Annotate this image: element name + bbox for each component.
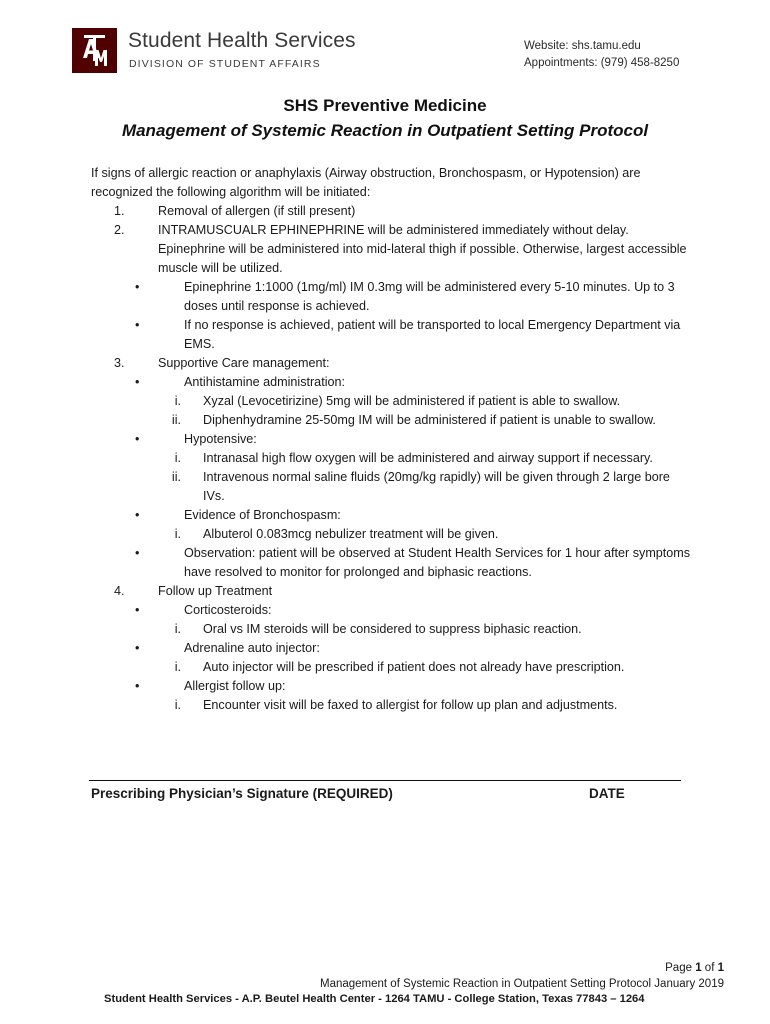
list-item [91, 601, 691, 620]
list-marker: • [135, 603, 140, 617]
list-item [91, 449, 691, 468]
list-item [91, 639, 691, 658]
list-item [91, 582, 691, 601]
document-subtitle: Management of Systemic Reaction in Outpatient Setting Protocol [121, 121, 649, 140]
list-item [91, 525, 691, 544]
list-item-text: Albuterol 0.083mcg nebulizer treatment will be given. [203, 527, 499, 541]
list-marker: i. [174, 622, 181, 636]
list-marker: i. [174, 698, 181, 712]
list-marker: • [135, 280, 140, 294]
list-item-text: Evidence of Bronchospasm: [184, 508, 341, 522]
list-marker: • [135, 508, 140, 522]
list-marker: • [135, 432, 140, 446]
org-title: Student Health Services [128, 29, 356, 52]
list-item [91, 506, 691, 525]
list-marker: 2. [114, 223, 125, 237]
list-item [91, 658, 691, 677]
intro-paragraph: If signs of allergic reaction or anaphylaxis (Airway obstruction, Bronchospasm, or Hypotension) are recognized the following algorithm will be initiated: [91, 166, 641, 199]
list-marker: 1. [114, 204, 125, 218]
list-item [91, 620, 691, 639]
list-item [91, 221, 691, 278]
list-item [91, 677, 691, 696]
list-item [91, 392, 691, 411]
list-marker: i. [174, 394, 181, 408]
appointments-text: Appointments: (979) 458-8250 [524, 57, 680, 69]
list-item-text: Intravenous normal saline fluids (20mg/kg rapidly) will be given through 2 large bore IVs. [203, 470, 670, 503]
document-title: SHS Preventive Medicine [283, 96, 487, 115]
list-item [91, 411, 691, 430]
list-marker: • [135, 546, 140, 560]
contact-info [524, 38, 679, 72]
footer-address: Student Health Services - A.P. Beutel Health Center - 1264 TAMU - College Station, Texas 77843 – 1264 [104, 993, 645, 1005]
list-item-text: Observation: patient will be observed at Student Health Services for 1 hour after symptoms have resolved to monitor for prolonged and biphasic reactions. [184, 546, 691, 579]
signature-line [89, 780, 681, 781]
date-label: DATE [589, 786, 625, 801]
list-marker: ii. [171, 470, 181, 484]
list-item [91, 468, 691, 506]
list-marker: • [135, 679, 140, 693]
list-marker: • [135, 641, 140, 655]
list-item-text: Antihistamine administration: [184, 375, 345, 389]
page-prefix: Page [665, 962, 692, 974]
list-item [91, 430, 691, 449]
list-item-text: Supportive Care management: [158, 356, 330, 370]
list-item-text: Follow up Treatment [158, 584, 273, 598]
list-item-text: Diphenhydramine 25-50mg IM will be administered if patient is unable to swallow. [203, 413, 656, 427]
list-marker: • [135, 375, 140, 389]
page-total: 1 [717, 962, 724, 974]
list-marker: i. [174, 660, 181, 674]
list-item-text: Xyzal (Levocetirizine) 5mg will be administered if patient is able to swallow. [203, 394, 621, 408]
list-item-text: Removal of allergen (if still present) [158, 204, 356, 218]
page-of: of [704, 962, 715, 974]
footer-document-line: Management of Systemic Reaction in Outpatient Setting Protocol January 2019 [319, 978, 724, 990]
list-item-text: Encounter visit will be faxed to allergist for follow up plan and adjustments. [203, 698, 618, 712]
tamu-logo-mark [72, 28, 117, 73]
list-item [91, 202, 691, 221]
list-item-text: Auto injector will be prescribed if patient does not already have prescription. [203, 660, 625, 674]
list-item [91, 373, 691, 392]
list-item [91, 316, 691, 354]
page-number [665, 962, 724, 974]
website-text[interactable]: Website: shs.tamu.edu [524, 40, 641, 52]
list-marker: i. [174, 527, 181, 541]
list-item-text: Allergist follow up: [184, 679, 286, 693]
protocol-list [91, 202, 691, 715]
list-item-text: Epinephrine 1:1000 (1mg/ml) IM 0.3mg will be administered every 5-10 minutes. Up to 3 doses until response is achieved. [184, 280, 675, 313]
list-item [91, 544, 691, 582]
list-item-text: If no response is achieved, patient will be transported to local Emergency Department via EMS. [184, 318, 681, 351]
list-item-text: INTRAMUSCUALR EPHINEPHRINE will be administered immediately without delay. Epinephrine will be administered into mid-lateral thigh if possible. Otherwise, largest accessible muscle will be utilized. [158, 223, 687, 275]
list-marker: • [135, 318, 140, 332]
list-item [91, 354, 691, 373]
list-item-text: Hypotensive: [184, 432, 257, 446]
list-marker: 3. [114, 356, 125, 370]
list-item [91, 696, 691, 715]
protocol-body [91, 164, 691, 715]
tamu-logo [72, 28, 117, 73]
list-marker: i. [174, 451, 181, 465]
list-marker: ii. [171, 413, 181, 427]
page-current: 1 [695, 962, 702, 974]
list-item-text: Oral vs IM steroids will be considered to suppress biphasic reaction. [203, 622, 582, 636]
org-subtitle: DIVISION OF STUDENT AFFAIRS [129, 58, 321, 70]
list-item-text: Corticosteroids: [184, 603, 272, 617]
list-item-text: Intranasal high flow oxygen will be administered and airway support if necessary. [203, 451, 653, 465]
signature-label: Prescribing Physician’s Signature (REQUIRED) [91, 786, 393, 801]
list-item [91, 278, 691, 316]
list-item-text: Adrenaline auto injector: [184, 641, 320, 655]
list-marker: 4. [114, 584, 125, 598]
